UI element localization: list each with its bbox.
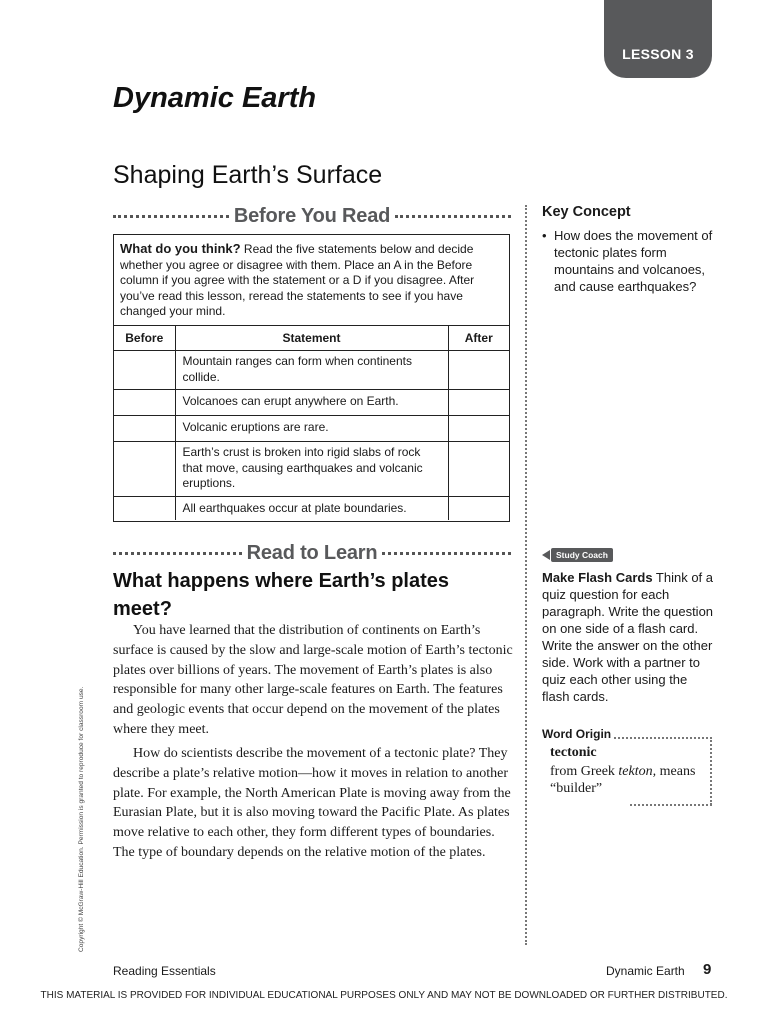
anticipation-instructions <box>114 235 509 326</box>
after-answer-cell[interactable] <box>448 350 509 389</box>
column-header-statement: Statement <box>175 326 448 350</box>
after-answer-cell[interactable] <box>448 389 509 415</box>
dotted-rule-right <box>395 215 511 218</box>
table-row <box>114 415 509 441</box>
footer-book-title: Reading Essentials <box>113 964 216 978</box>
instructions-lead: What do you think? <box>120 241 241 256</box>
footer-unit-title: Dynamic Earth <box>606 964 685 978</box>
study-coach-label: Study Coach <box>551 548 613 562</box>
table-row <box>114 496 509 520</box>
word-origin-border-bottom <box>630 804 712 806</box>
statement-cell: Volcanoes can erupt anywhere on Earth. <box>175 389 448 415</box>
greek-word: tekton, <box>618 764 657 779</box>
before-answer-cell[interactable] <box>114 389 175 415</box>
word-origin-term: tectonic <box>550 745 597 760</box>
instructions-text: Read the five statements below and decide whether you agree or disagree with them. Place an A in the Before column if you agree with the statement or a D if you disagree. After you’ve read this lesson, reread the statements to see if you have changed your mind. <box>120 242 475 318</box>
unit-title: Dynamic Earth <box>113 82 317 114</box>
column-divider <box>525 205 527 945</box>
statement-cell: Mountain ranges can form when continents collide. <box>175 350 448 389</box>
section-label: Read to Learn <box>246 541 378 564</box>
statement-cell: All earthquakes occur at plate boundaries. <box>175 496 448 520</box>
table-row <box>114 350 509 389</box>
column-header-before: Before <box>114 326 175 350</box>
word-origin-border-right <box>710 737 712 805</box>
lesson-title: Shaping Earth’s Surface <box>113 161 383 189</box>
arrow-left-icon <box>542 550 550 560</box>
after-answer-cell[interactable] <box>448 496 509 520</box>
table-row <box>114 441 509 496</box>
dotted-rule-right <box>382 552 511 555</box>
section-label: Before You Read <box>233 204 391 227</box>
statement-cell: Earth’s crust is broken into rigid slabs of rock that move, causing earthquakes and volcanic eruptions. <box>175 441 448 496</box>
key-concept-body <box>542 227 722 295</box>
body-paragraph: You have learned that the distribution of continents on Earth’s surface is caused by the slow and large-scale motion of Earth’s tectonic plates over billions of years. The movement of Earth’s plates is also responsible for many other large-scale features on Earth. The features and geologic events that occur depend on the movement of the plates where they meet. <box>113 623 513 737</box>
lesson-tab: LESSON 3 <box>604 0 712 78</box>
definition-suffix: means “builder” <box>550 764 696 796</box>
flash-card-title: Make Flash Cards <box>542 570 653 585</box>
dotted-rule-left <box>113 215 229 218</box>
distribution-disclaimer: THIS MATERIAL IS PROVIDED FOR INDIVIDUAL EDUCATIONAL PURPOSES ONLY AND MAY NOT BE DOWNLOADED OR FURTHER DISTRIBUTED. <box>40 990 728 1001</box>
statement-cell: Volcanic eruptions are rare. <box>175 415 448 441</box>
anticipation-guide <box>113 234 510 522</box>
word-origin-border-top <box>614 737 712 739</box>
after-answer-cell[interactable] <box>448 441 509 496</box>
study-coach-badge <box>542 547 613 563</box>
word-origin-definition <box>550 763 708 797</box>
copyright-notice: Copyright © McGraw-Hill Education. Permission is granted to reproduce for classroom use. <box>78 686 85 952</box>
statement-table <box>114 326 509 520</box>
key-concept-title: Key Concept <box>542 204 631 220</box>
key-concept-question: How does the movement of tectonic plates form mountains and volcanoes, and cause earthquakes? <box>554 228 713 294</box>
definition-prefix: from Greek <box>550 764 619 779</box>
bullet-icon: • <box>542 228 547 243</box>
read-to-learn-heading <box>113 540 511 566</box>
before-answer-cell[interactable] <box>114 415 175 441</box>
page-number: 9 <box>703 961 712 978</box>
flash-card-text: Think of a quiz question for each paragraph. Write the question on one side of a flash card. Write the answer on the other side. Work with a partner to quiz each other using the flash cards. <box>542 570 714 704</box>
word-origin-title: Word Origin <box>542 727 612 741</box>
table-header-row <box>114 326 509 350</box>
before-answer-cell[interactable] <box>114 441 175 496</box>
dotted-rule-left <box>113 552 242 555</box>
before-answer-cell[interactable] <box>114 350 175 389</box>
section-subheading: What happens where Earth’s plates meet? <box>113 570 450 620</box>
column-header-after: After <box>448 326 509 350</box>
body-paragraph: How do scientists describe the movement of a tectonic plate? They describe a plate’s relative motion—how it moves in relation to another plate. For example, the North American Plate is moving away from the Eurasian Plate, but it is also moving toward the Pacific Plate. As plates move relative to each other, they form different types of boundaries. The type of boundary depends on the relative motion of the plates. <box>113 746 511 860</box>
table-row <box>114 389 509 415</box>
before-you-read-heading <box>113 203 511 229</box>
flash-card-tip <box>542 569 718 705</box>
before-answer-cell[interactable] <box>114 496 175 520</box>
after-answer-cell[interactable] <box>448 415 509 441</box>
